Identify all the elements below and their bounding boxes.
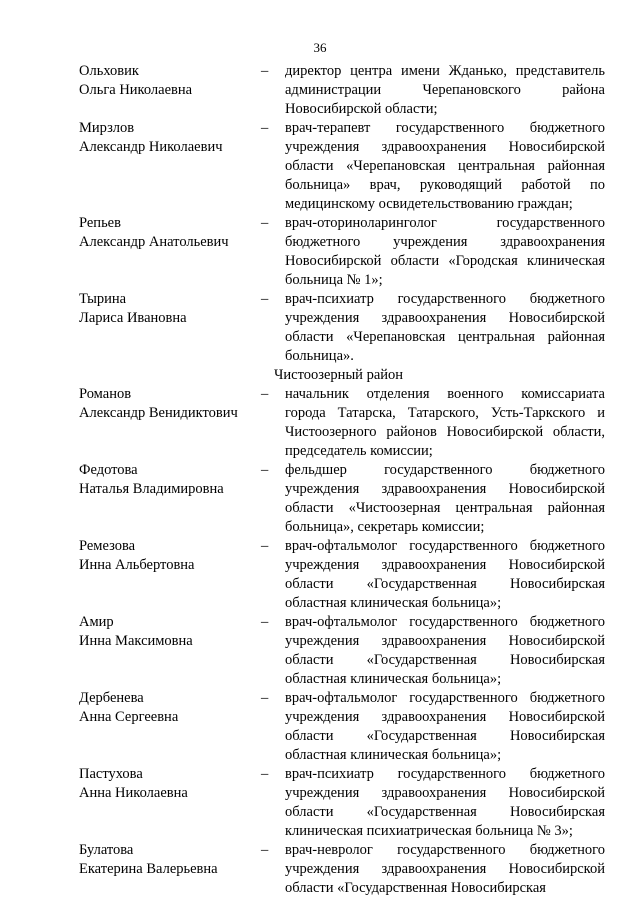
list-item <box>79 537 605 613</box>
surname: Тырина <box>79 291 127 307</box>
given-names: Инна Максимовна <box>79 633 193 649</box>
surname: Федотова <box>79 462 138 478</box>
member-role: врач-офтальмолог государственного бюджетного учреждения здравоохранения Новосибирской области «Государственная Новосибирская областная клиническая больница»; <box>285 690 605 763</box>
given-names: Анна Сергеевна <box>79 709 179 725</box>
page-number: 36 <box>313 40 327 55</box>
member-role: врач-терапевт государственного бюджетного учреждения здравоохранения Новосибирской области «Черепановская центральная районная больница» врач, руководящий работой по медицинскому освидетельствованию граждан; <box>285 120 605 212</box>
surname: Романов <box>79 386 132 402</box>
member-role: врач-офтальмолог государственного бюджетного учреждения здравоохранения Новосибирской области «Государственная Новосибирская областная клиническая больница»; <box>285 614 605 687</box>
surname: Пастухова <box>79 766 143 782</box>
dash: – <box>261 63 269 79</box>
given-names: Анна Николаевна <box>79 785 188 801</box>
dash: – <box>261 120 269 136</box>
given-names: Александр Венидиктович <box>79 405 238 421</box>
member-name <box>79 613 257 689</box>
member-name <box>79 461 257 537</box>
member-name <box>79 62 257 119</box>
member-name <box>79 290 257 366</box>
given-names: Инна Альбертовна <box>79 557 195 573</box>
surname: Ремезова <box>79 538 136 554</box>
given-names: Наталья Владимировна <box>79 481 224 497</box>
list-item <box>79 119 605 214</box>
member-role: врач-психиатр государственного бюджетного учреждения здравоохранения Новосибирской области «Государственная Новосибирская клиническая психиатрическая больница № 3»; <box>285 766 605 839</box>
dash: – <box>261 842 269 858</box>
commission-list <box>79 62 605 898</box>
list-item <box>79 385 605 461</box>
member-name <box>79 765 257 841</box>
list-item <box>79 214 605 290</box>
surname: Репьев <box>79 215 121 231</box>
given-names: Лариса Ивановна <box>79 310 187 326</box>
dash: – <box>261 766 269 782</box>
member-name <box>79 385 257 461</box>
member-role: директор центра имени Жданько, представитель администрации Черепановского района Новосибирской области; <box>285 63 605 117</box>
list-item <box>79 290 605 366</box>
surname: Дербенева <box>79 690 144 706</box>
surname: Ольховик <box>79 63 139 79</box>
list-item <box>79 613 605 689</box>
member-role: врач-оториноларинголог государственного бюджетного учреждения здравоохранения Новосибирской области «Городская клиническая больница № 1»; <box>285 215 605 288</box>
list-item <box>79 841 605 898</box>
list-item <box>79 689 605 765</box>
dash: – <box>261 386 269 402</box>
list-item <box>79 62 605 119</box>
surname: Амир <box>79 614 114 630</box>
member-role: начальник отделения военного комиссариата города Татарска, Татарского, Усть-Таркского и Чистоозерного районов Новосибирской области, председатель комиссии; <box>285 386 605 459</box>
section-heading: Чистоозерный район <box>274 367 404 383</box>
dash: – <box>261 690 269 706</box>
member-name <box>79 119 257 214</box>
surname: Булатова <box>79 842 134 858</box>
surname: Мирзлов <box>79 120 135 136</box>
given-names: Александр Николаевич <box>79 139 223 155</box>
dash: – <box>261 538 269 554</box>
list-item <box>79 765 605 841</box>
given-names: Александр Анатольевич <box>79 234 229 250</box>
given-names: Ольга Николаевна <box>79 82 193 98</box>
member-name <box>79 214 257 290</box>
member-name <box>79 537 257 613</box>
dash: – <box>261 614 269 630</box>
member-name <box>79 841 257 898</box>
member-role: врач-психиатр государственного бюджетного учреждения здравоохранения Новосибирской области «Черепановская центральная районная больница». <box>285 291 605 364</box>
list-item <box>79 461 605 537</box>
given-names: Екатерина Валерьевна <box>79 861 218 877</box>
member-role: фельдшер государственного бюджетного учреждения здравоохранения Новосибирской области «Чистоозерная центральная районная больница», секретарь комиссии; <box>285 462 605 535</box>
member-role: врач-невролог государственного бюджетного учреждения здравоохранения Новосибирской области «Государственная Новосибирская <box>285 842 605 896</box>
member-role: врач-офтальмолог государственного бюджетного учреждения здравоохранения Новосибирской области «Государственная Новосибирская областная клиническая больница»; <box>285 538 605 611</box>
member-name <box>79 689 257 765</box>
dash: – <box>261 215 269 231</box>
dash: – <box>261 462 269 478</box>
dash: – <box>261 291 269 307</box>
